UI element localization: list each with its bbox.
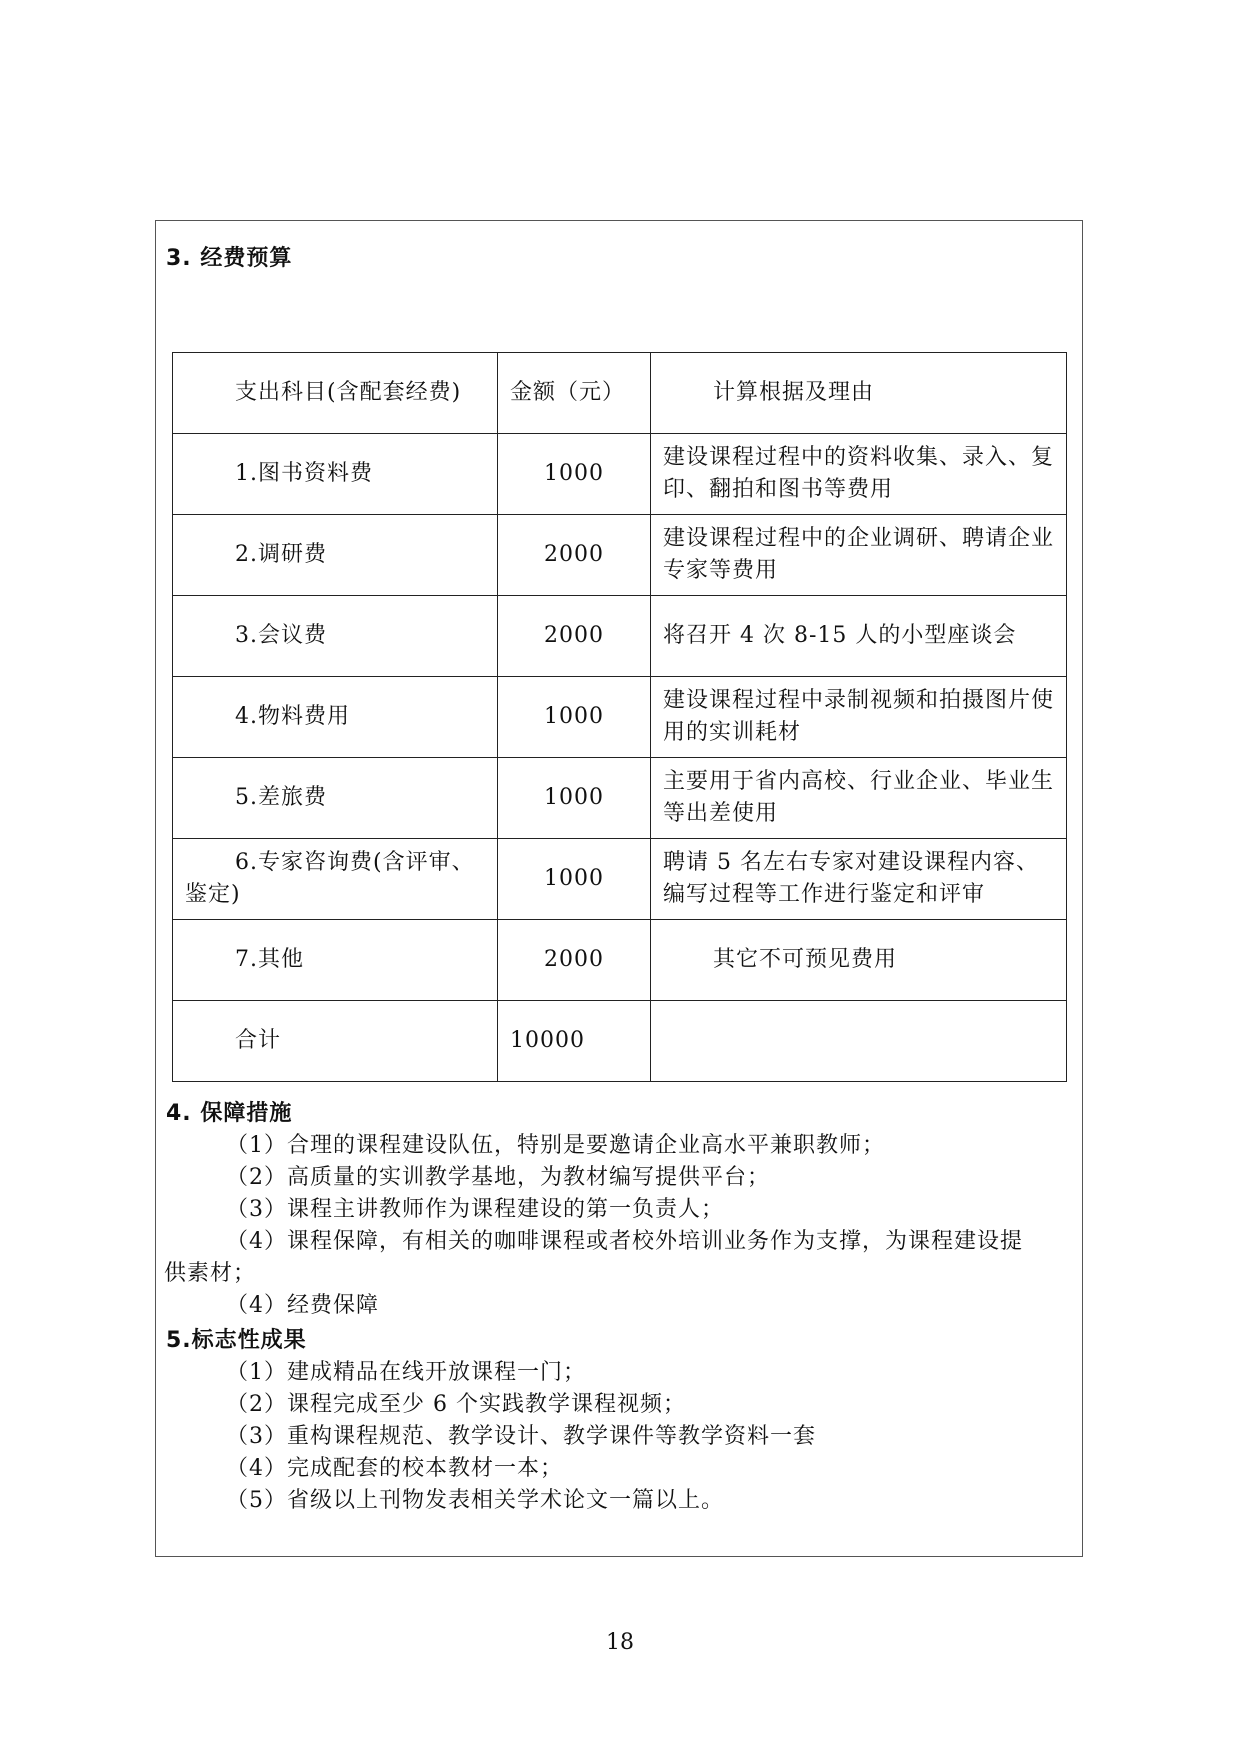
safeguard-item-continuation: 供素材； xyxy=(164,1261,257,1286)
outcome-item: （5）省级以上刊物发表相关学术论文一篇以上。 xyxy=(226,1488,724,1513)
safeguard-item: （2）高质量的实训教学基地，为教材编写提供平台； xyxy=(226,1165,770,1190)
budget-item: 2.调研费 xyxy=(173,515,498,596)
table-row xyxy=(173,839,1067,920)
total-reason xyxy=(651,1001,1067,1082)
outcome-item: （2）课程完成至少 6 个实践教学课程视频； xyxy=(226,1392,686,1417)
section-heading-safeguards: 4. 保障措施 xyxy=(166,1101,293,1126)
form-frame xyxy=(155,220,1083,1557)
total-label: 合计 xyxy=(173,1001,498,1082)
budget-amount: 1000 xyxy=(498,839,651,920)
budget-amount: 2000 xyxy=(498,596,651,677)
budget-item: 4.物料费用 xyxy=(173,677,498,758)
budget-reason: 将召开 4 次 8-15 人的小型座谈会 xyxy=(651,596,1067,677)
table-row xyxy=(173,515,1067,596)
table-row xyxy=(173,434,1067,515)
safeguard-item: （4）经费保障 xyxy=(226,1293,379,1318)
budget-reason: 建设课程过程中录制视频和拍摄图片使用的实训耗材 xyxy=(651,677,1067,758)
budget-reason: 建设课程过程中的企业调研、聘请企业专家等费用 xyxy=(651,515,1067,596)
section-heading-outcomes: 5.标志性成果 xyxy=(166,1328,307,1353)
budget-item: 7.其他 xyxy=(173,920,498,1001)
page-number: 18 xyxy=(606,1630,634,1655)
table-row xyxy=(173,758,1067,839)
budget-amount: 2000 xyxy=(498,920,651,1001)
budget-reason: 建设课程过程中的资料收集、录入、复印、翻拍和图书等费用 xyxy=(651,434,1067,515)
column-header-amount: 金额（元） xyxy=(498,353,651,434)
budget-reason: 其它不可预见费用 xyxy=(651,920,1067,1001)
table-row xyxy=(173,677,1067,758)
table-row xyxy=(173,596,1067,677)
safeguard-item: （3）课程主讲教师作为课程建设的第一负责人； xyxy=(226,1197,724,1222)
budget-amount: 2000 xyxy=(498,515,651,596)
outcome-item: （1）建成精品在线开放课程一门； xyxy=(226,1360,586,1385)
column-header-item: 支出科目(含配套经费) xyxy=(173,353,498,434)
outcome-item: （3）重构课程规范、教学设计、教学课件等教学资料一套 xyxy=(226,1424,816,1449)
budget-reason: 聘请 5 名左右专家对建设课程内容、编写过程等工作进行鉴定和评审 xyxy=(651,839,1067,920)
outcome-item: （4）完成配套的校本教材一本； xyxy=(226,1456,563,1481)
safeguard-item: （4）课程保障，有相关的咖啡课程或者校外培训业务作为支撑，为课程建设提 xyxy=(226,1229,1023,1254)
table-row xyxy=(173,920,1067,1001)
budget-item: 3.会议费 xyxy=(173,596,498,677)
safeguard-item: （1）合理的课程建设队伍，特别是要邀请企业高水平兼职教师； xyxy=(226,1133,885,1158)
budget-table xyxy=(172,352,1067,1082)
total-amount: 10000 xyxy=(498,1001,651,1082)
budget-reason: 主要用于省内高校、行业企业、毕业生等出差使用 xyxy=(651,758,1067,839)
table-total-row xyxy=(173,1001,1067,1082)
budget-item: 5.差旅费 xyxy=(173,758,498,839)
section-heading-budget: 3. 经费预算 xyxy=(166,246,293,271)
budget-item: 6.专家咨询费(含评审、鉴定) xyxy=(173,839,498,920)
budget-amount: 1000 xyxy=(498,677,651,758)
budget-item: 1.图书资料费 xyxy=(173,434,498,515)
table-header-row xyxy=(173,353,1067,434)
column-header-reason: 计算根据及理由 xyxy=(651,353,1067,434)
budget-amount: 1000 xyxy=(498,758,651,839)
budget-amount: 1000 xyxy=(498,434,651,515)
